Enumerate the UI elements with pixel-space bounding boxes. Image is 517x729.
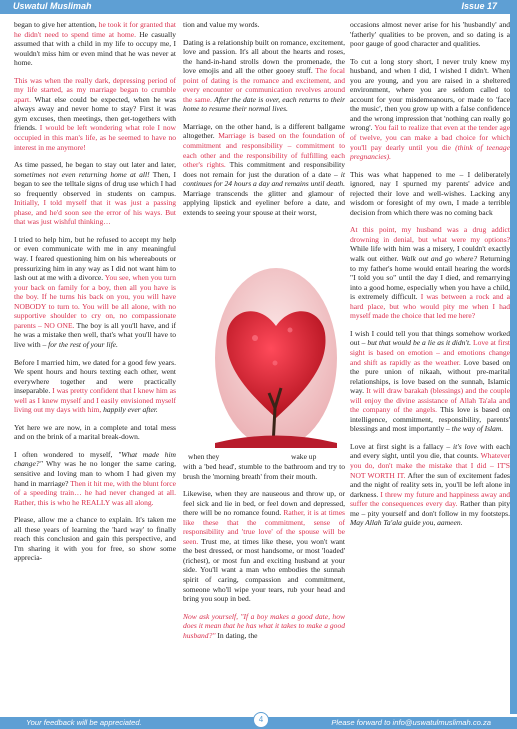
paragraph [14, 515, 176, 563]
text-run: It will draw barakah (blessings) and the couple will enjoy the divine assistance of Allah Ta'ala and the company of the angels. [350, 386, 511, 415]
text-run: occasions almost never arise for his 'husbandly' and 'fatherly' qualities to be proven, and so dating is a poor gauge of good character and qualities. [350, 20, 510, 49]
text-run: What else could be expected, when he was always away and never home to stay? First it was gym excuses, then meetings, then get-togethers with friends. [14, 94, 176, 133]
text-run: You fail to realize that even at the tender age of twelve, you can make a bad choice for which you'll pay dearly until you die [350, 123, 511, 152]
text-run: happily ever after. [103, 405, 158, 415]
text-run: Love at first sight is based on emotion – and emotions change and shift as rapidly as the weather. [350, 338, 510, 367]
text-run: it continues for 24 hours a day and remains until death. [183, 169, 345, 189]
text-run: Before I married him, we dated for a good few years. We spent hours and hours texting each other, went everywhere together and were practically inseparable. [14, 357, 176, 396]
text-run: it's love [453, 441, 478, 451]
text-run: This love is based on intelligence, commitment, responsibility, parents' blessings and most importantly – [350, 405, 510, 434]
text-run: Rather, it is at times like these that the commitment, sense of responsibility and 'true love' of the spouse will be seen. [183, 508, 345, 546]
paragraph [14, 160, 176, 227]
text-run: Initially, I told myself that it was just a passing phase, and he'd soon see the error of his ways. But that was just wishful thinking… [14, 198, 176, 227]
caption-right: wake up [291, 452, 317, 461]
column-2-top [183, 20, 345, 225]
paragraph [14, 235, 176, 350]
text-run: tion and value my words. [183, 20, 260, 29]
text-run: "What made him change?" [14, 449, 176, 469]
text-run: This was when the really dark, depressing period of my life started, as my marriage began to crumble apart. [14, 75, 176, 104]
page-header [0, 0, 517, 14]
text-run: After the sun of excitement fades and the night of reality sets in, you'll be left alone in darkness. [350, 470, 510, 499]
text-run: After the date is over, each returns to their home to resume their normal lives. [183, 94, 346, 114]
column-1 [14, 20, 176, 571]
text-run: Likewise, when they are nauseous and throw up, or feel sick and lie in bed, or feel down and depressed, there will be no romance found. [183, 489, 345, 518]
text-run: Marriage transcends the glitter and glamour of applying lipstick and eyeliner before a date, and extends to seeing your spouse at their worst, [183, 188, 345, 217]
text-run: Why was he no longer the same caring, sensitive and loving man to whom I had given my hand in marriage? [14, 459, 176, 488]
text-run: While life with him was a misery, I couldn't exactly walk out either. [350, 244, 510, 264]
contact-email[interactable]: Please forward to info@uswatulmuslimah.co.za [331, 718, 491, 727]
text-run: I was pretty confident that I knew him as well as I knew myself and I easily envisioned myself living out my days with him, [14, 386, 177, 415]
paragraph [14, 423, 176, 442]
paragraph [14, 20, 176, 68]
text-run: I threw my future and happiness away and suffer the consequences every day. [350, 489, 510, 509]
text-run: the way of Islam. [451, 424, 504, 434]
page-number: 4 [253, 712, 269, 728]
text-run: Love at first sight is a fallacy – [350, 441, 453, 451]
text-run: Returning to my father's home would entail hearing the words "I told you so" until the day I died, and remarrying into a good home, especially when you have a child, is extremely difficult. [350, 254, 511, 302]
text-run: Then it hit me, with the blunt force of a speeding train… he had never changed at all. Rather, this is who he REALLY was all along. [14, 478, 176, 507]
text-run: began to give her attention, [14, 20, 99, 29]
text-run: In dating, the [215, 630, 258, 640]
text-run: You see, when you turn your back on family for a boy, then all you have is the boy. If he turns his back on you, you will have NOBODY to turn to. You will be all alone, with no supportive shoulder to cry on, no compassionate parents – NO ONE. [14, 273, 176, 330]
paragraph [350, 329, 510, 434]
text-run: Trust me, at times like these, you won't want the best dressed, or most handsome, or most 'loaded' (richest), or most fun and exciting husband at your side. You'll want a man who embodies the sunnah spirit of caring, compassion and commitment, someone who'll wipe your tears, rub your head and bring you soup in bed. [183, 536, 345, 604]
text-run: Dating is a relationship built on romance, excitement, love and passion. It's all about the hearts and roses, the hand-in-hand strolls down the promenade, the love emojis and all the other gooey stuff. [183, 37, 346, 76]
text-run: for the rest of your life. [48, 339, 118, 349]
text-run: sometimes not even returning home at all! [14, 169, 150, 179]
issue-number: Issue 17 [461, 1, 497, 11]
text-run: At this point, my husband was a drug addict drowning in denial, but what were my options? [350, 225, 510, 244]
text-run: The boy is all you'll have, and if he was a mistake then well, that's what you'll have to live with – [14, 320, 176, 349]
text-run: he took it for granted that he didn't need to spend time at home. [14, 20, 176, 39]
text-run: but that would be a lie as it didn't. [367, 338, 472, 348]
paragraph [350, 442, 510, 528]
paragraph [14, 358, 176, 415]
text-run: To cut a long story short, I never truly knew my husband, and when I did, I wished I didn't. When you are young, and you are raised in a sheltered environment, where you are seldom called to account for your misdemeanours, or made to 'face the music', then you grow up with a false confidence and the wrong impression that 'nothing can really go wrong'. [350, 56, 510, 133]
column-2-bottom [183, 462, 345, 648]
text-run: Walk out and go where? [401, 254, 478, 264]
text-run: The focal point of dating is the romance and excitement, and every encounter or communication revolves around the same. [183, 66, 345, 104]
text-run: He casually assumed that with a child in my life to occupy me, I wouldn't miss him or even mind that he was never at home. [14, 29, 176, 68]
text-run: Marriage is based on the foundation of commitment and responsibility – commitment to each other and the responsibility of fulfilling each other's rights. [183, 131, 346, 170]
text-run: I often wondered to myself, [14, 449, 119, 459]
text-run: with each and every sight, until you die, that counts. [350, 441, 511, 461]
paragraph [14, 76, 176, 152]
text-run: I tried to help him, but he refused to accept my help or even communicate with me in any meaningful way. I feared questioning him on his whereabouts or pressurizing him in any way as I did not want him to lash out at me with a divorce. [14, 234, 176, 283]
paragraph [183, 489, 345, 604]
column-3 [350, 20, 510, 536]
paragraph [350, 57, 510, 162]
text-run: May Allah Ta'ala guide you, aameen. [350, 518, 463, 528]
text-run: with a 'bed head', stumble to the bathroom and try to brush the 'morning breath' from their mouth. [183, 462, 345, 481]
text-run: Whatever you do, don't make the mistake that I did – IT'S NOT WORTH IT. [350, 451, 510, 480]
feedback-note: Your feedback will be appreciated. [26, 718, 142, 727]
text-run: I was between a rock and a hard place, but who would pity me when I had myself made the choice that led me here? [350, 292, 510, 321]
side-bar [510, 14, 517, 714]
text-run: Please, allow me a chance to explain. It's taken me all these years of learning the 'hard way' to finally reach this conclusion and gain this perspective, and I'm sharing it with you for free, so show some apprecia- [14, 515, 176, 563]
text-run: (think of teenage pregnancies). [350, 142, 511, 162]
paragraph [183, 38, 345, 114]
text-run: I would be left wondering what role I now occupied in this man's life, as he seemed to have no interest in me anymore! [14, 123, 176, 152]
text-run: This commitment and responsibility does not remain for just the duration of a date – [183, 160, 345, 179]
paragraph [183, 462, 345, 481]
paragraph [14, 450, 176, 507]
text-run: This was what happened to me – I deliberately ignored, nay I spurned my parents' advice and rejected their love and well-wishes. Lacking any wisdom or foresight of my own, I made a terrible decision from which there was no coming back [350, 169, 510, 217]
heart-tree-image [215, 268, 337, 448]
text-run: Rather than pity me – pity yourself and don't follow in my footsteps. [350, 499, 510, 518]
magazine-title: Uswatul Muslimah [13, 1, 92, 11]
text-run: Marriage, on the other hand, is a different ballgame altogether. [183, 121, 345, 141]
text-run: I wish I could tell you that things somehow worked out – [350, 328, 510, 348]
text-run: Yet here we are now, in a complete and total mess and on the brink of a marital break-down. [14, 422, 176, 442]
paragraph [350, 20, 510, 49]
text-run: As time passed, he began to stay out later and later, [14, 160, 176, 170]
text-run: Love based on the pure union of nikaah, without pre-marital relationships, is love based on the sunnah, Islamic way. [350, 357, 510, 396]
paragraph [350, 170, 510, 218]
paragraph [183, 612, 345, 641]
paragraph [183, 122, 345, 217]
text-run: Then, I began to see the telltale signs of drug use which I had so frequently observed in students on campus. [14, 169, 177, 198]
paragraph [350, 225, 510, 320]
text-run: Now ask yourself, "If a boy makes a good date, how does it mean that he has what it takes to make a good husband?" [183, 611, 345, 640]
paragraph [183, 20, 345, 30]
caption-left: when they [188, 452, 220, 461]
